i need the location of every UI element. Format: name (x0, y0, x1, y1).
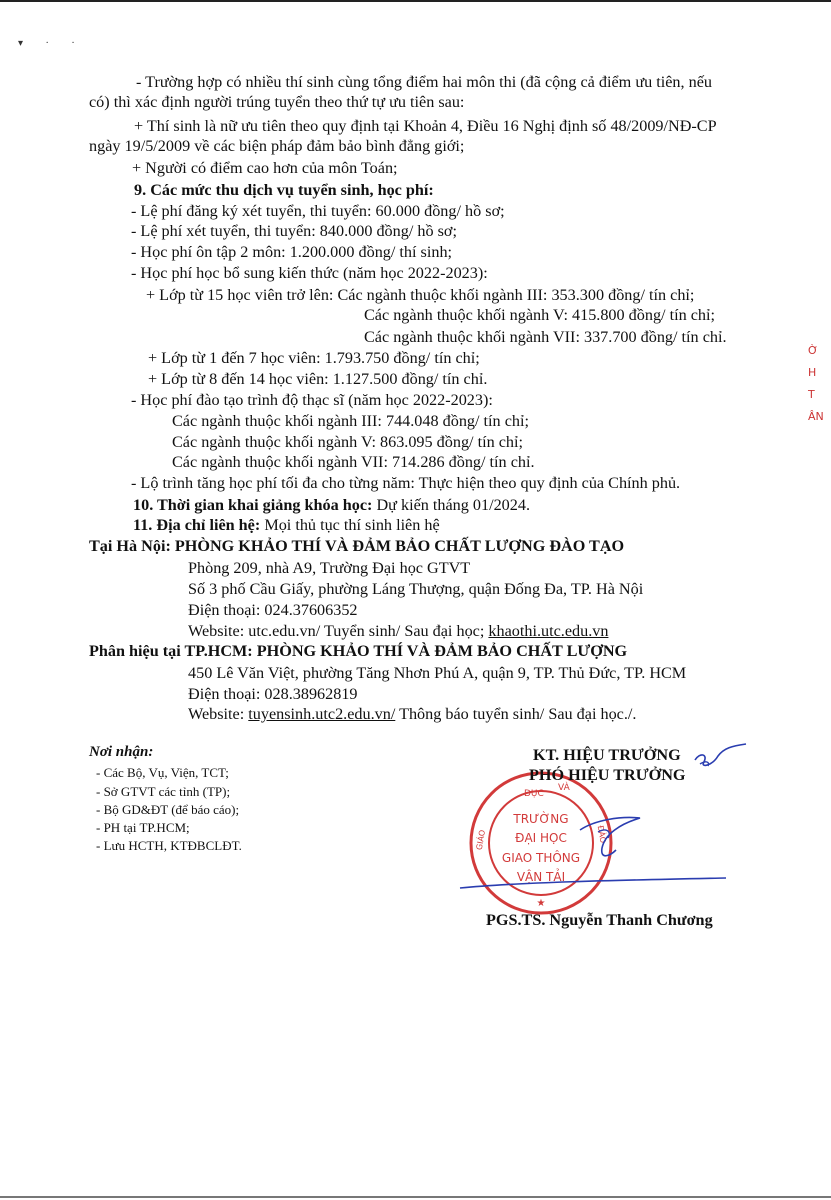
priority-female-cont: ngày 19/5/2009 về các biện pháp đảm bảo bình đẳng giới; (89, 137, 465, 155)
seal-ring-left: GIÁO (474, 829, 488, 851)
fee-supp-15plus-vii: Các ngành thuộc khối ngành VII: 337.700 đồng/ tín chỉ. (364, 328, 727, 346)
seal-line-1: TRƯỜNG (513, 812, 569, 826)
hanoi-website-link[interactable]: khaothi.utc.edu.vn (488, 622, 609, 640)
seal-ring-right: ĐÀO (595, 824, 608, 844)
edge-mark: Ờ (808, 344, 819, 357)
recipient-item: - Các Bộ, Vụ, Viện, TCT; (96, 765, 229, 780)
recipient-item: - Lưu HCTH, KTĐBCLĐT. (96, 838, 242, 853)
fee-supp-1-7: + Lớp từ 1 đến 7 học viên: 1.793.750 đồng/ tín chỉ; (148, 349, 480, 367)
seal-ring-top2: VÀ (558, 783, 570, 793)
priority-math: + Người có điểm cao hơn của môn Toán; (132, 159, 398, 177)
section-9-title: 9. Các mức thu dịch vụ tuyển sinh, học phí: (134, 181, 434, 199)
fee-increase-roadmap: - Lộ trình tăng học phí tối đa cho từng năm: Thực hiện theo quy định của Chính phủ. (131, 474, 681, 492)
hcm-office: PHÒNG KHẢO THÍ VÀ ĐẢM BẢO CHẤT LƯỢNG (252, 642, 628, 660)
hanoi-address: Số 3 phố Cầu Giấy, phường Láng Thượng, quận Đống Đa, TP. Hà Nội (188, 580, 644, 598)
fee-supp-15plus-v: Các ngành thuộc khối ngành V: 415.800 đồng/ tín chỉ; (364, 306, 715, 324)
hanoi-office: PHÒNG KHẢO THÍ VÀ ĐẢM BẢO CHẤT LƯỢNG ĐÀO TẠO (170, 537, 625, 555)
hcm-website (188, 704, 636, 724)
section-10-text: Dự kiến tháng 01/2024. (372, 496, 531, 514)
seal-line-4: VẬN TẢI (516, 870, 566, 884)
seal-line-2: ĐẠI HỌC (515, 831, 567, 845)
fee-supplementary-heading: - Học phí học bổ sung kiến thức (năm học 2022-2023): (131, 264, 488, 282)
fee-master-v: Các ngành thuộc khối ngành V: 863.095 đồng/ tín chỉ; (172, 433, 523, 451)
seal-ring-top: DỤC (524, 789, 544, 799)
fee-admission: - Lệ phí xét tuyển, thi tuyển: 840.000 đồng/ hồ sơ; (131, 222, 457, 240)
fee-master-vii: Các ngành thuộc khối ngành VII: 714.286 đồng/ tín chỉ. (172, 453, 535, 471)
fee-supp-15plus: + Lớp từ 15 học viên trở lên: Các ngành thuộc khối ngành III: 353.300 đồng/ tín chỉ; (146, 286, 695, 304)
hcm-address: 450 Lê Văn Việt, phường Tăng Nhơn Phú A, quận 9, TP. Thủ Đức, TP. HCM (188, 664, 687, 682)
signer-name: PGS.TS. Nguyễn Thanh Chương (486, 911, 713, 929)
seal-star-icon: ★ (536, 898, 546, 909)
hcm-label: Phân hiệu tại TP.HCM: (89, 642, 253, 660)
scan-edge-top (0, 0, 831, 2)
hcm-phone: Điện thoại: 028.38962819 (188, 685, 358, 703)
recipients-title: Nơi nhận: (89, 744, 154, 760)
edge-bleed-marks (808, 300, 831, 470)
recipient-item: - Sở GTVT các tỉnh (TP); (96, 784, 231, 799)
hanoi-website (188, 621, 608, 641)
scan-specks: ▾ · · (18, 38, 85, 49)
signer-title-1: KT. HIỆU TRƯỞNG (533, 746, 681, 764)
fee-registration: - Lệ phí đăng ký xét tuyển, thi tuyển: 60.000 đồng/ hồ sơ; (131, 202, 505, 220)
fee-supp-8-14: + Lớp từ 8 đến 14 học viên: 1.127.500 đồng/ tín chỉ. (148, 370, 488, 388)
edge-mark: ÂN (808, 410, 824, 423)
hanoi-header (89, 536, 624, 556)
section-10 (133, 495, 530, 515)
hcm-website-suffix: Thông báo tuyển sinh/ Sau đại học./. (395, 705, 637, 723)
edge-mark: T (808, 388, 815, 401)
recipient-item: - PH tại TP.HCM; (96, 820, 190, 835)
scan-edge-bottom (0, 1196, 831, 1198)
hcm-website-link[interactable]: tuyensinh.utc2.edu.vn/ (248, 705, 396, 723)
hcm-header (89, 641, 627, 661)
fee-master-iii: Các ngành thuộc khối ngành III: 744.048 đồng/ tín chỉ; (172, 412, 529, 430)
hanoi-label: Tại Hà Nội: (89, 537, 171, 555)
section-10-title: 10. Thời gian khai giảng khóa học: (133, 496, 373, 514)
hanoi-phone: Điện thoại: 024.37606352 (188, 601, 358, 619)
section-11 (133, 515, 440, 535)
initial-signature (600, 740, 750, 800)
main-signature (430, 810, 730, 920)
hanoi-website-prefix: Website: utc.edu.vn/ Tuyển sinh/ Sau đại học; (188, 622, 489, 640)
edge-mark: H (808, 366, 817, 379)
recipient-item: - Bộ GD&ĐT (để báo cáo); (96, 802, 240, 817)
fee-master-heading: - Học phí đào tạo trình độ thạc sĩ (năm học 2022-2023): (131, 391, 493, 409)
section-11-title: 11. Địa chỉ liên hệ: (133, 516, 261, 534)
section-11-text: Mọi thủ tục thí sinh liên hệ (260, 516, 440, 534)
seal-line-3: GIAO THÔNG (501, 851, 581, 865)
hcm-website-prefix: Website: (188, 705, 249, 723)
signer-title-2: PHÓ HIỆU TRƯỞNG (529, 766, 686, 784)
tie-break-rule-cont: có) thì xác định người trúng tuyển theo thứ tự ưu tiên sau: (89, 93, 465, 111)
tie-break-rule: - Trường hợp có nhiều thí sinh cùng tổng điểm hai môn thi (đã cộng cả điểm ưu tiên, nếu (136, 73, 712, 91)
priority-female: + Thí sinh là nữ ưu tiên theo quy định tại Khoản 4, Điều 16 Nghị định số 48/2009/NĐ-CP (134, 117, 717, 135)
fee-review: - Học phí ôn tập 2 môn: 1.200.000 đồng/ thí sinh; (131, 243, 453, 261)
hanoi-room: Phòng 209, nhà A9, Trường Đại học GTVT (188, 559, 471, 577)
